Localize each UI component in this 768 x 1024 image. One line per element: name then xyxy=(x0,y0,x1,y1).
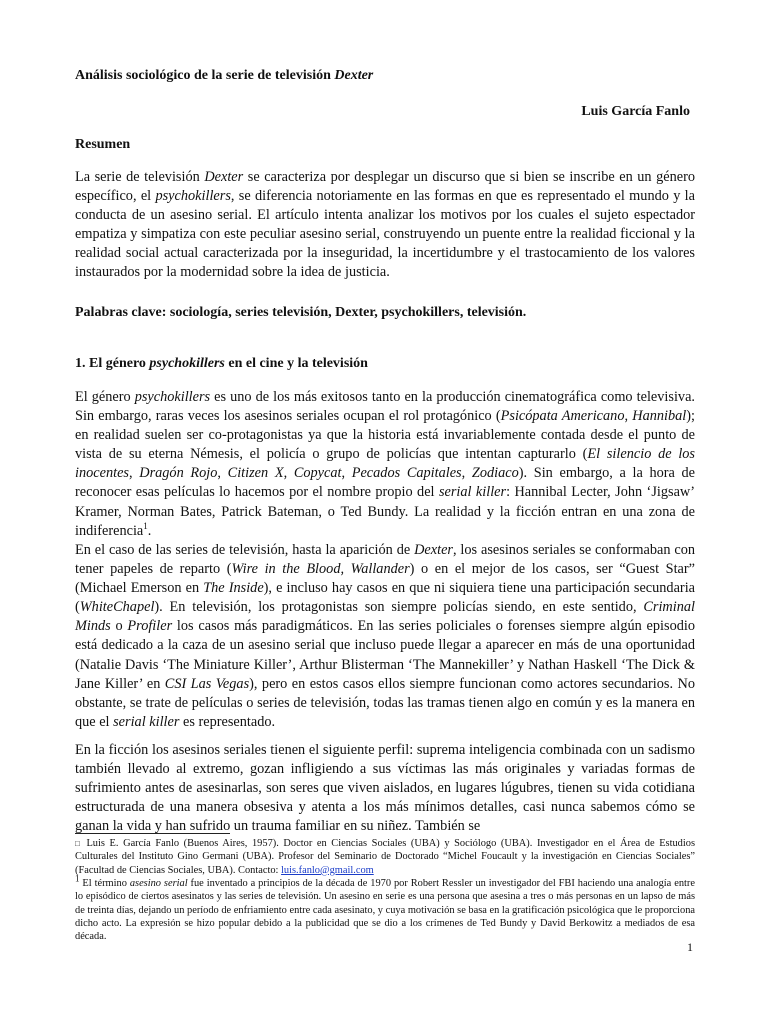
abstract-paragraph: La serie de televisión Dexter se caracteriza por desplegar un discurso que si bien se inscribe en un género específico, el psychokillers, se diferencia notoriamente en las formas en que es representado el mundo y la conducta de un asesino serial. El artículo intenta analizar los motivos por los cuales el sujeto espectador empatiza y simpatiza con este peculiar asesino serial, construyendo un puente entre la realidad ficcional y la realidad social actual caracterizada por la inseguridad, la incertidumbre y el trastocamiento de los valores instaurados por la modernidad sobre la idea de justicia. xyxy=(75,169,695,281)
footnote-divider xyxy=(75,833,230,834)
author-name: Luis García Fanlo xyxy=(581,104,690,119)
page-number: 1 xyxy=(687,940,693,954)
body-paragraph-1: El género psychokillers es uno de los más exitosos tanto en la producción cinematográfica como televisiva. Sin embargo, raras veces los asesinos seriales ocupan el rol protagónico (Psicópata Americano, Hannibal); en realidad suelen ser co-protagonistas ya que la historia está invariablemente contada desde el punto de vista de su eterna Némesis, el policía o grupo de policías que intentan capturarlo (El silencio de los inocentes, Dragón Rojo, Citizen X, Copycat, Pecados Capitales, Zodiaco). Sin embargo, a la hora de reconocer esas películas lo hacemos por el nombre propio del serial killer: Hannibal Lecter, John ‘Jigsaw’ Kramer, Norman Bates, Patrick Bateman, o Ted Bundy. La realidad y la ficción entran en una zona de indiferencia$^1$. xyxy=(75,389,696,539)
paper-title: Análisis sociológico de la serie de televisión Dexter xyxy=(75,68,374,83)
footnote-1: $^1$ El término asesino serial fue inventado a principios de la década de 1970 por Robert Ressler un investigador del FBI haciendo una analogía entre lo episódico de ciertos asesinatos y las series de televisión. Un asesino en serie es una persona que asesina a tres o más personas en un lapso de más de treinta días, dejando un período de enfriamiento entre cada asesinato, y cuya motivación se basa en la gratificación psicológica que le proporciona dicho acto. La expresión se hizo popular debido a la publicidad que se dio a los crímenes de Ted Bundy y David Berkowitz a mediados de esa década. xyxy=(75,873,695,943)
footnote-author: □ Luis E. García Fanlo (Buenos Aires, 1957). Doctor en Ciencias Sociales (UBA) y Sociólogo (UBA). Investigador en el Área de Estudios Culturales del Instituto Gino Germani (UBA). Profesor del Seminario de Doctorado “Michel Foucault y la investigación en Ciencias Sociales” (Facultad de Ciencias Sociales, UBA). Contacto: luis.fanlo@gmail.com xyxy=(75,838,695,876)
footnote-ref-1[interactable]: 1 xyxy=(143,520,148,531)
keywords-line: Palabras clave: sociología, series televisión, Dexter, psychokillers, televisión. xyxy=(75,305,527,320)
body-paragraph-2: En el caso de las series de televisión, hasta la aparición de Dexter, los asesinos seriales se conformaban con tener papeles de reparto (Wire in the Blood, Wallander) o en el mejor de los casos, ser “Guest Star” (Michael Emerson en The Inside), e incluso hay casos en que ni siquiera tiene una participación secundaria (WhiteChapel). En televisión, los protagonistas son siempre policías siendo, en este sentido, Criminal Minds o Profiler los casos más paradigmáticos. En las series policiales o forenses siempre algún episodio está dedicado a la caza de un asesino serial que incluso puede llegar a aparecer en más de una oportunidad (Natalie Davis ‘The Miniature Killer’, Arthur Blisterman ‘The Mannekiller’ y Nathan Haskell ‘The Dick & Jane Killer’ en CSI Las Vegas), pero en estos casos ellos siempre funcionan como actores secundarios. No obstante, se trate de películas o series de televisión, todas las tramas tienen algo en común y es la manera en que el serial killer es representado. xyxy=(75,542,696,730)
section-1-heading: 1. El género psychokillers en el cine y la televisión xyxy=(75,356,368,371)
body-paragraph-3: En la ficción los asesinos seriales tienen el siguiente perfil: suprema inteligencia combinada con un sadismo también llevado al extremo, gozan infligiendo a sus víctimas las más originales y variadas formas de sufrimiento antes de asesinarlas, son seres que viven aislados, en lugares lúgubres, tienen su vida cotidiana estructurada de una manera obsesiva y atenta a los más mínimos detalles, casi nunca sabemos cómo se ganan la vida y han sufrido un trauma familiar en su niñez. También se xyxy=(75,742,695,835)
resumen-heading: Resumen xyxy=(75,137,131,152)
author-email-link[interactable]: luis.fanlo@gmail.com xyxy=(281,864,374,876)
